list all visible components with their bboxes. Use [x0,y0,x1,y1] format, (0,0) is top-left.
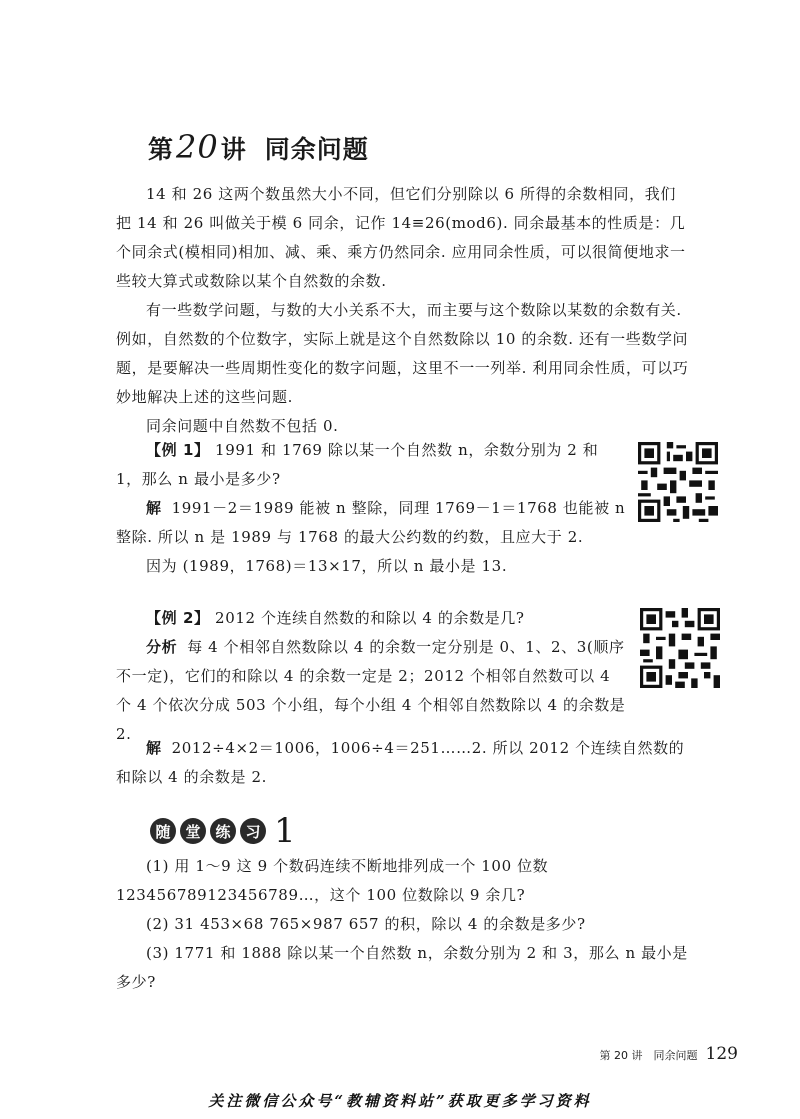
intro-section [116,180,690,441]
page-footer [600,1044,738,1064]
title-topic: 同余问题 [264,135,369,164]
page-title [148,128,369,166]
practice-char-3: 练 [210,818,236,844]
watermark: 关注微信公众号“教辅资料站”获取更多学习资料 [208,1092,592,1110]
example-1-question: 1991 和 1769 除以某一个自然数 n，余数分别为 2 和 1，那么 n 最小是多少? [116,441,599,488]
page-number: 129 [705,1044,738,1064]
practice-item-3: (3) 1771 和 1888 除以某一个自然数 n，余数分别为 2 和 3，那么 n 最小是多少? [116,944,688,991]
example-2-analysis: 每 4 个相邻自然数除以 4 的余数一定分别是 0、1、2、3(顺序不一定)，它们的和除以 4 的余数一定是 2；2012 个相邻自然数可以 4 个 4 个依次分成 503 个小组，每个小组 4 个相邻自然数除以 4 的余数是 2. [116,638,626,743]
example-2-solution-block [116,734,690,792]
practice-heading [150,811,296,851]
practice-char-4: 习 [240,818,266,844]
example-1-label: 【例 1】 [146,441,210,459]
practice-char-2: 堂 [180,818,206,844]
title-number: 20 [176,128,219,166]
practice-number: 1 [274,811,296,851]
example-2 [116,604,626,749]
example-2-analysis-label: 分析 [146,638,178,656]
example-1-solution: 1991－2＝1989 能被 n 整除，同理 1769－1＝1768 也能被 n 整除. 所以 n 是 1989 与 1768 的最大公约数的约数，且应大于 2. [116,499,626,546]
intro-paragraph-2: 有一些数学问题，与数的大小关系不大，而主要与这个数除以某数的余数有关. 例如，自然数的个位数字，实际上就是这个自然数除以 10 的余数. 还有一些数学问题，是要解决一些周期性变化的数字问题，这里不一一列举. 利用同余性质，可以巧妙地解决上述的这些问题. [116,301,689,406]
example-1-conclusion: 因为 (1989，1768)＝13×17，所以 n 最小是 13. [146,557,508,575]
qr-code-icon [638,442,718,522]
example-1 [116,436,626,581]
example-1-solution-label: 解 [146,499,162,517]
practice-item-1: (1) 用 1～9 这 9 个数码连续不断地排列成一个 100 位数 123456789123456789…，这个 100 位数除以 9 余几? [116,857,549,904]
footer-lecture: 第 20 讲 同余问题 [599,1049,698,1062]
title-suffix: 讲 [220,135,247,164]
example-2-solution-label: 解 [146,739,162,757]
qr-code-icon [640,608,720,688]
example-2-solution: 2012÷4×2＝1006，1006÷4＝251……2. 所以 2012 个连续自然数的和除以 4 的余数是 2. [116,739,685,786]
example-2-label: 【例 2】 [146,609,210,627]
practice-char-1: 随 [150,818,176,844]
example-2-question: 2012 个连续自然数的和除以 4 的余数是几? [215,609,525,627]
practice-item-2: (2) 31 453×68 765×987 657 的积，除以 4 的余数是多少? [146,915,586,933]
practice-list [116,852,692,997]
intro-paragraph-3: 同余问题中自然数不包括 0. [146,417,339,435]
title-prefix: 第 [148,135,175,164]
intro-paragraph-1: 14 和 26 这两个数虽然大小不同，但它们分别除以 6 所得的余数相同，我们把 14 和 26 叫做关于模 6 同余，记作 14≡26(mod6). 同余最基本的性质是：几个同余式(模相同)相加、减、乘、乘方仍然同余. 应用同余性质，可以很简便地求一些较大算式或数除以某个自然数的余数. [116,185,686,290]
